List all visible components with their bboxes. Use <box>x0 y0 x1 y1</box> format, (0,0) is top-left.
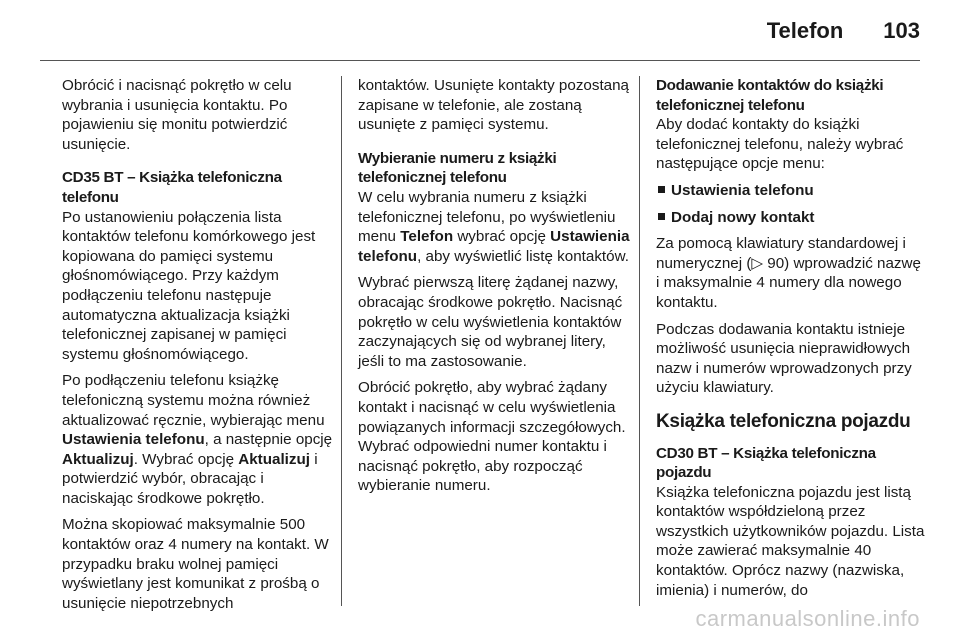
column-divider-1 <box>341 76 342 606</box>
section-heading: Dodawanie kontaktów do książki telefonicznej telefonu <box>656 77 884 114</box>
paragraph: Wybrać pierwszą literę żądanej nazwy, obracając środkowe pokrętło. Nacisnąć pokrętło w celu wyświetlenia kontaktów zaczynających się od wybranej litery, jeśli to ma zastosowanie. <box>358 274 623 370</box>
paragraph: W celu wybrania numeru z książki telefonicznej telefonu, po wyświetleniu menu Telefon wybrać opcję Ustawienia telefonu, aby wyświetlić listę kontaktów. <box>358 188 630 265</box>
watermark: carmanualsonline.info <box>695 606 920 631</box>
list-item: Ustawienia telefonu <box>656 181 928 201</box>
page-title: Telefon <box>766 18 844 43</box>
bullet-icon <box>658 213 665 220</box>
paragraph: Po podłączeniu telefonu książkę telefoniczną systemu można również aktualizować ręcznie, wybierając menu Ustawienia telefonu, a następnie opcję Aktualizuj. Wybrać opcję Aktualizuj i potwierdzić wybór, obracając i naciskając środkowe pokrętło. <box>62 372 333 507</box>
section-heading: CD35 BT – Książka telefoniczna telefonu <box>62 169 282 206</box>
paragraph: Można skopiować maksymalnie 500 kontaktów oraz 4 numery na kontakt. W przypadku braku wolnej pamięci wyświetlany jest komunikat z prośbą o usunięcie niepotrzebnych <box>62 516 329 612</box>
paragraph: Aby dodać kontakty do książki telefonicznej telefonu, należy wybrać następujące opcje menu: <box>656 116 904 173</box>
reference-arrow-icon: ▷ <box>751 254 764 272</box>
column-divider-2 <box>639 76 640 606</box>
column-1 <box>62 76 334 620</box>
section-heading: Wybieranie numeru z książki telefonicznej telefonu <box>358 149 557 187</box>
paragraph: Po ustanowieniu połączenia lista kontaktów telefonu komórkowego jest kopiowana do pamięci systemu głośnomówiącego. Przy każdym podłączeniu telefonu następuje automatyczna aktualizacja książki telefonicznej zapisanej w pamięci systemu głośnomówiącego. <box>62 208 316 363</box>
paragraph: Podczas dodawania kontaktu istnieje możliwość usunięcia nieprawidłowych nazw i numerów wprowadzonych przy użyciu klawiatury. <box>656 320 912 397</box>
list-item: Dodaj nowy kontakt <box>656 208 928 228</box>
menu-term: Telefon <box>400 228 454 246</box>
header-rule <box>40 60 920 61</box>
menu-term: Ustawienia telefonu <box>62 431 205 449</box>
paragraph: Za pomocą klawiatury standardowej i numerycznej (▷ 90) wprowadzić nazwę i maksymalnie 4 numery dla nowego kontaktu. <box>656 235 921 311</box>
paragraph: Książka telefoniczna pojazdu jest listą kontaktów współdzieloną przez wszystkich użytkowników pojazdu. Lista może zawierać maksymalnie 40 kontaktów. Oprócz nazwy (nazwiska, imienia) i numerów, do <box>656 483 925 599</box>
menu-term: Ustawienia telefonu <box>358 228 630 265</box>
menu-term: Aktualizuj <box>62 450 134 468</box>
column-2 <box>358 76 630 503</box>
paragraph: Obrócić pokrętło, aby wybrać żądany kontakt i nacisnąć w celu wyświetlenia powiązanych informacji szczegółowych. Wybrać odpowiedni numer kontaktu i nacisnąć pokrętło, aby rozpocząć wybieranie numeru. <box>358 379 626 495</box>
section-heading: CD30 BT – Książka telefoniczna pojazdu <box>656 444 876 482</box>
bullet-icon <box>658 186 665 193</box>
menu-term: Aktualizuj <box>238 450 310 468</box>
page-header <box>767 18 920 44</box>
paragraph: kontaktów. Usunięte kontakty pozostaną zapisane w telefonie, ale zostaną usunięte z pamięci systemu. <box>358 77 630 134</box>
paragraph: Obrócić i nacisnąć pokrętło w celu wybrania i usunięcia kontaktu. Po pojawieniu się monitu potwierdzić usunięcie. <box>62 77 292 153</box>
chapter-heading: Książka telefoniczna pojazdu <box>656 410 911 432</box>
page-number: 103 <box>883 18 920 43</box>
column-3 <box>656 76 928 607</box>
